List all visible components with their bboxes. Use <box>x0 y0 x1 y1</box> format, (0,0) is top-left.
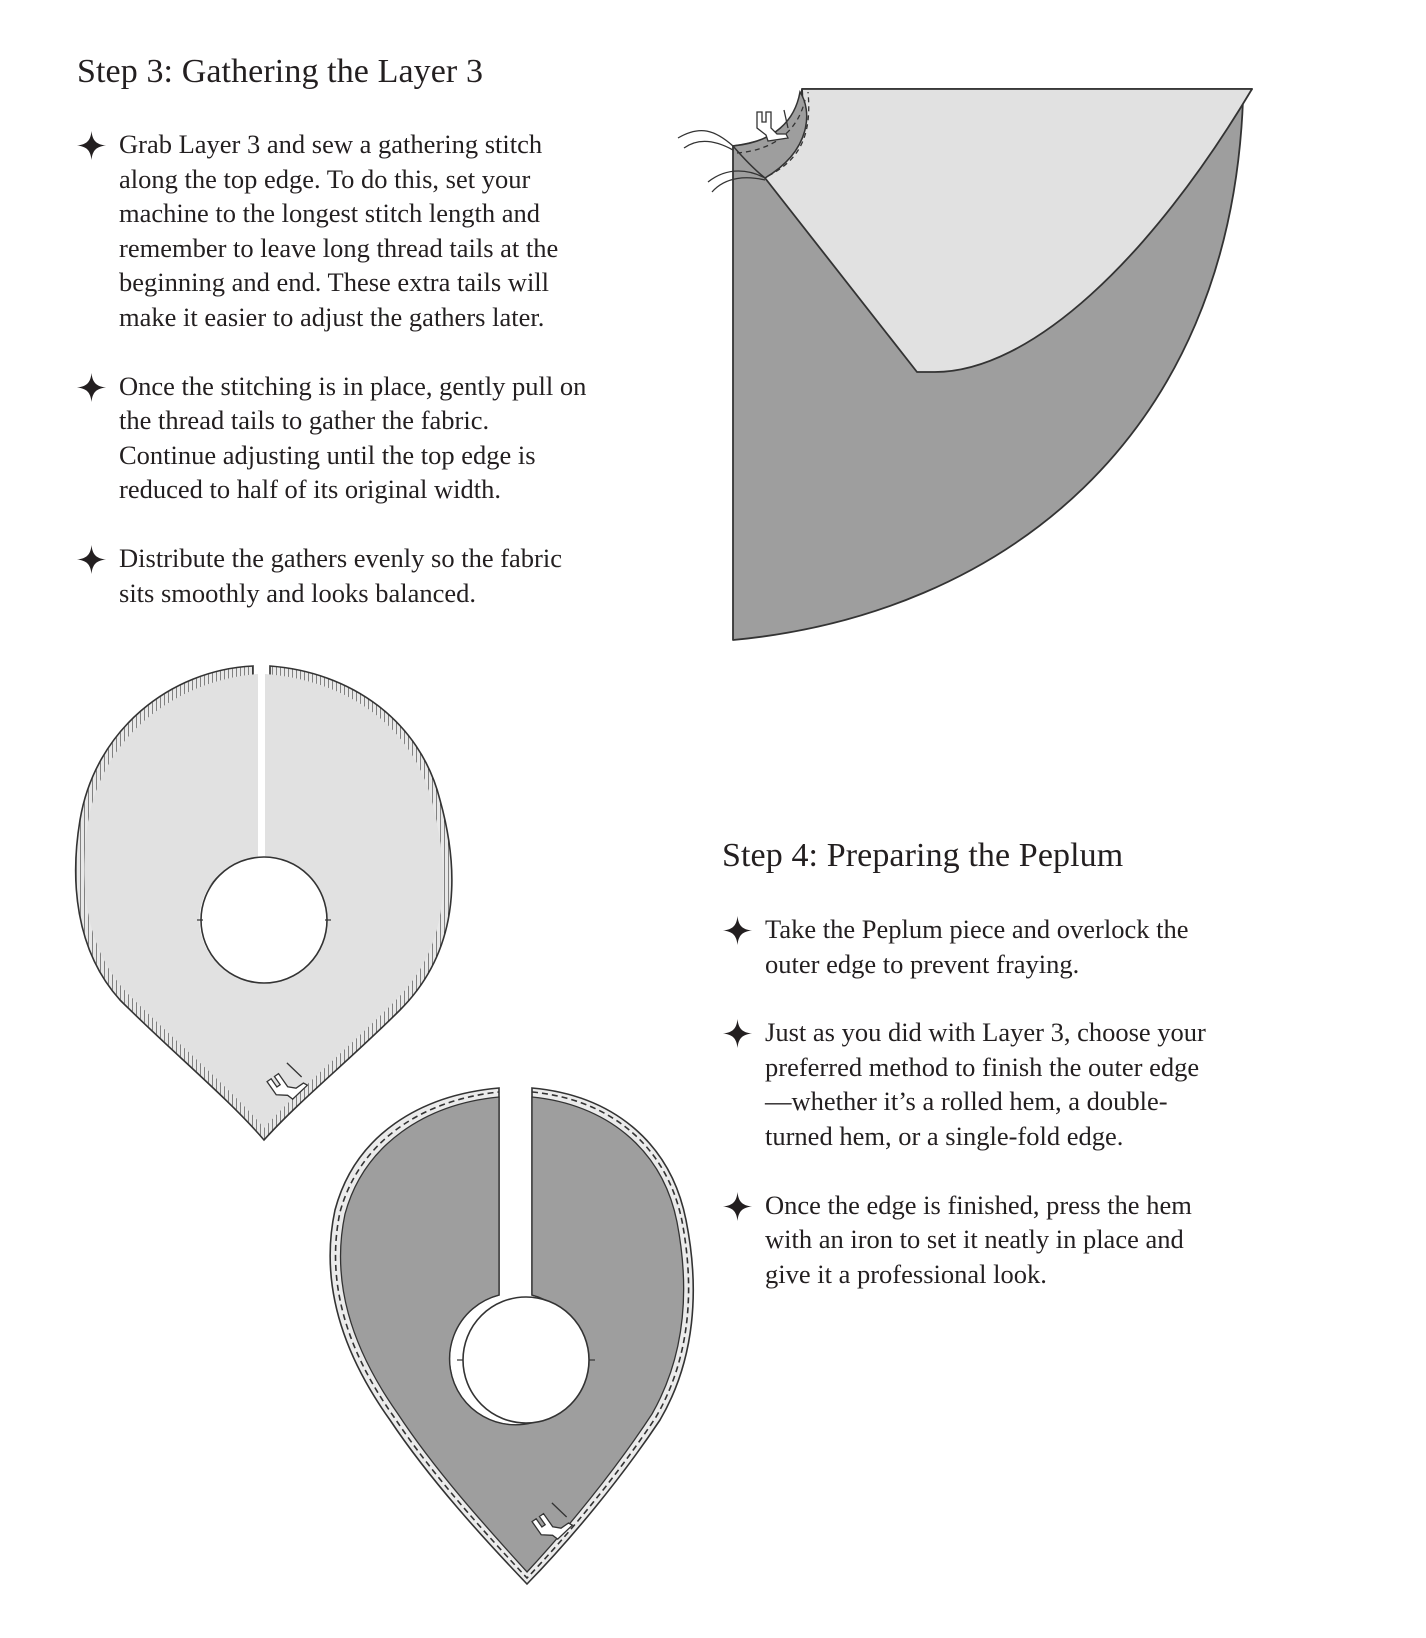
bullet-line: along the top edge. To do this, set your <box>119 163 531 194</box>
bullet-line: turned hem, or a single-fold edge. <box>765 1120 1124 1151</box>
four-point-star-icon <box>76 544 107 575</box>
step3-heading: Step 3: Gathering the Layer 3 <box>77 53 484 90</box>
four-point-star-icon <box>76 130 107 161</box>
bullet-line: Continue adjusting until the top edge is <box>119 439 536 470</box>
four-point-star-icon <box>722 915 753 946</box>
step3-bullet-list <box>76 127 676 610</box>
bullet-line: with an iron to set it neatly in place and <box>765 1224 1184 1255</box>
bullet-line: Grab Layer 3 and sew a gathering stitch <box>119 129 543 159</box>
step4-bullet <box>722 1188 1342 1292</box>
peplum-waist-hole <box>463 1297 589 1423</box>
step4-heading: Step 4: Preparing the Peplum <box>722 837 1124 874</box>
peplum-illustration <box>330 1088 693 1584</box>
bullet-line: sits smoothly and looks balanced. <box>119 577 476 608</box>
gathering-layer-illustration <box>678 89 1252 640</box>
bullet-line: preferred method to finish the outer edge <box>765 1051 1200 1082</box>
bullet-line: outer edge to prevent fraying. <box>765 948 1080 979</box>
thread-tail <box>678 131 733 146</box>
bullet-line: —whether it’s a rolled hem, a double- <box>765 1086 1168 1117</box>
overlocked-layer-illustration <box>76 666 452 1140</box>
bullet-line: remember to leave long thread tails at the <box>119 232 559 263</box>
bullet-line: Once the edge is finished, press the hem <box>765 1189 1192 1220</box>
bullet-line: beginning and end. These extra tails will <box>119 267 550 298</box>
bullet-line: Once the stitching is in place, gently pull on <box>119 370 587 401</box>
step3-bullet <box>76 127 676 335</box>
step3-bullet <box>76 369 676 507</box>
thread-tail <box>684 141 733 150</box>
bullet-line: the thread tails to gather the fabric. <box>119 405 490 436</box>
step4-bullet <box>722 1015 1342 1153</box>
bullet-line: machine to the longest stitch length and <box>119 198 540 229</box>
four-point-star-icon <box>722 1018 753 1049</box>
bullet-line: Just as you did with Layer 3, choose your <box>765 1017 1206 1048</box>
step4-bullet <box>722 912 1342 981</box>
step3-bullet <box>76 541 676 610</box>
four-point-star-icon <box>722 1191 753 1222</box>
bullet-line: Distribute the gathers evenly so the fabric <box>119 542 562 573</box>
bullet-line: make it easier to adjust the gathers later. <box>119 301 545 332</box>
four-point-star-icon <box>76 372 107 403</box>
step4-bullet-list <box>722 912 1342 1291</box>
bullet-line: Take the Peplum piece and overlock the <box>765 914 1189 944</box>
bullet-line: give it a professional look. <box>765 1258 1047 1289</box>
bullet-line: reduced to half of its original width. <box>119 474 501 505</box>
waist-hole <box>201 857 327 983</box>
